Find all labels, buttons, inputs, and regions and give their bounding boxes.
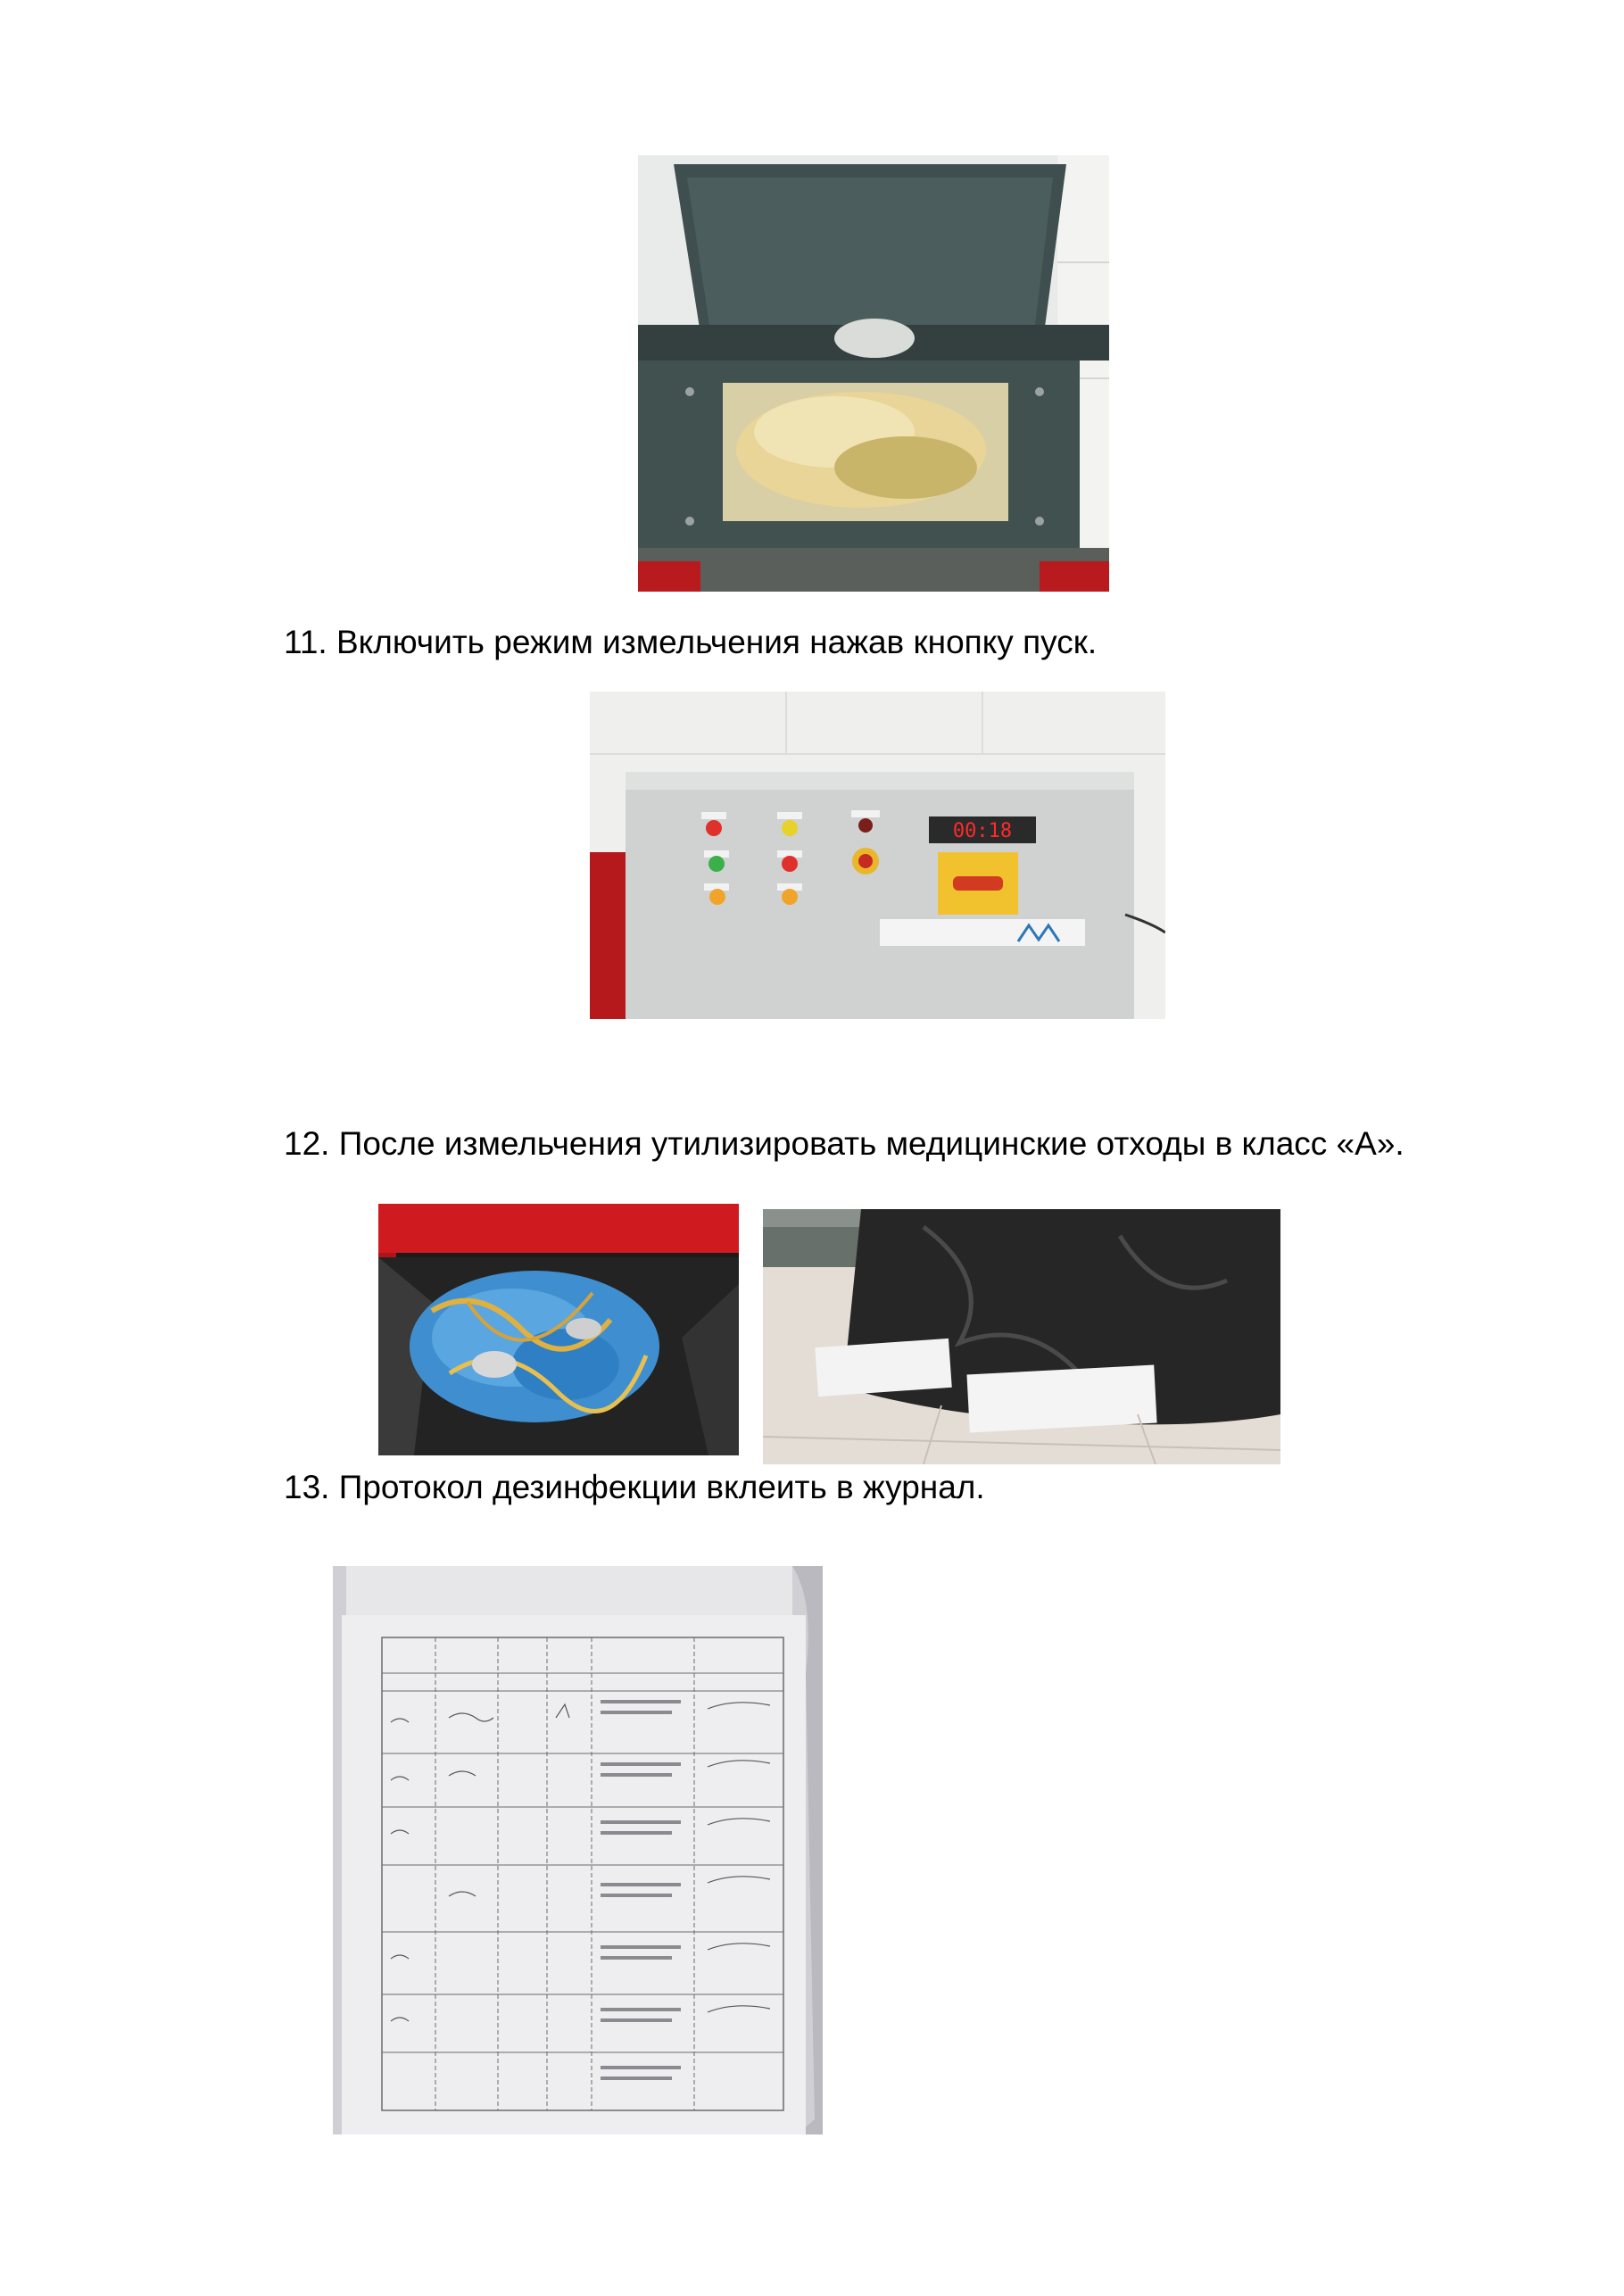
shredder-chamber-photo <box>638 155 1109 592</box>
step-number: 12. <box>284 1125 330 1162</box>
step-number: 11. <box>284 624 327 660</box>
step-text: Включить режим измельчения нажав кнопку пуск. <box>336 624 1098 660</box>
log-journal-photo <box>333 1566 823 2134</box>
step-13 <box>284 1468 985 1507</box>
step-text: Протокол дезинфекции вклеить в журнал. <box>338 1469 985 1505</box>
control-panel-photo <box>590 692 1165 1019</box>
step-12 <box>284 1124 1404 1164</box>
step-number: 13. <box>284 1469 330 1505</box>
step-text: После измельчения утилизировать медицинские отходы в класс «А». <box>338 1125 1404 1162</box>
shredded-waste-photo <box>378 1204 739 1455</box>
bag-with-label-photo <box>763 1209 1280 1464</box>
step-11 <box>284 623 1097 662</box>
timer-display: 00:18 <box>952 820 1013 842</box>
